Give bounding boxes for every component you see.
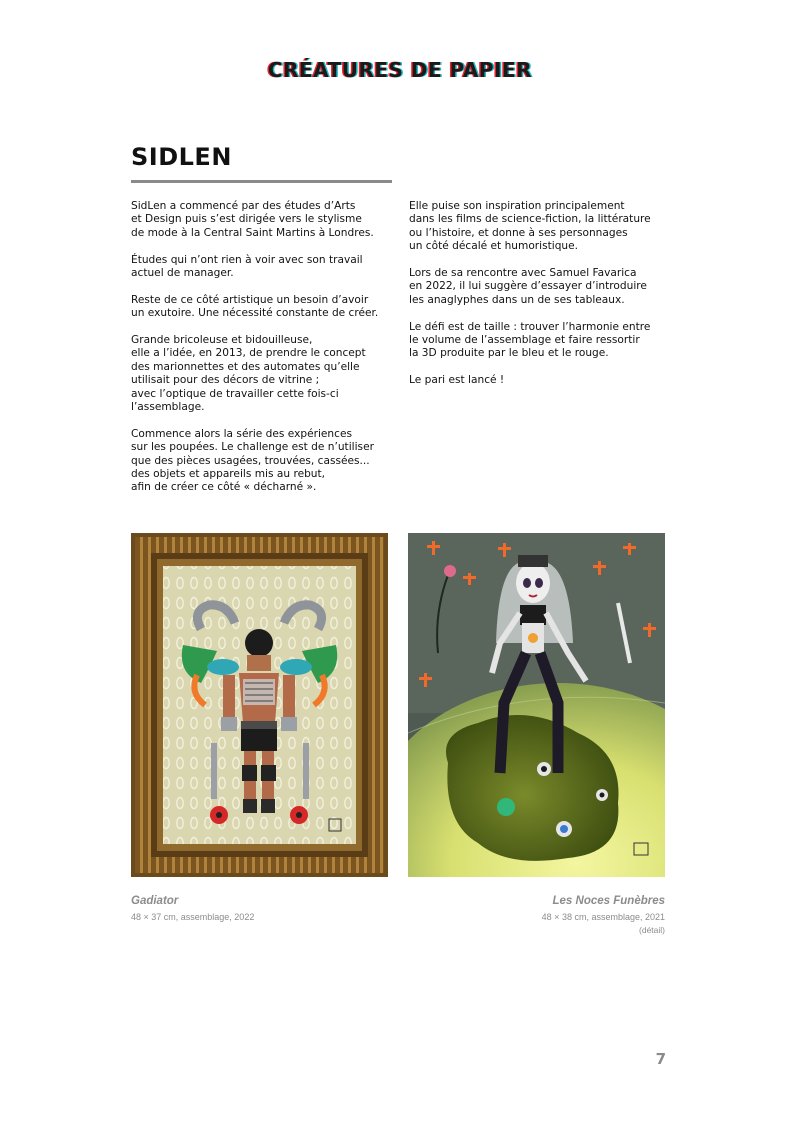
title-underline — [131, 180, 392, 183]
paragraph: SidLen a commencé par des études d’Arts et Design puis s’est dirigée vers le stylisme de mode à la Central Saint Martins à Londres. — [131, 200, 374, 239]
paragraph: Lors de sa rencontre avec Samuel Favarica en 2022, il lui suggère d’essayer d’introduire les anaglyphes dans un de ses tableaux. — [409, 267, 647, 306]
artwork-meta: 48 × 37 cm, assemblage, 2022 — [131, 912, 255, 922]
article-text-left-column — [131, 200, 401, 508]
artwork-title: Gadiator — [131, 895, 179, 907]
paragraph: Grande bricoleuse et bidouilleuse, elle a l’idée, en 2013, de prendre le concept des marionnettes et des automates qu’elle utilisait pour des décors de vitrine ; avec l’optique de travailler cette fois-ci l’assemblage. — [131, 334, 366, 414]
artwork-les-noces-funebres-image — [408, 533, 665, 877]
artwork-gadiator-image — [131, 533, 388, 877]
artwork-meta: 48 × 38 cm, assemblage, 2021 — [541, 912, 665, 922]
paragraph: Elle puise son inspiration principalement dans les films de science-fiction, la littérature ou l’histoire, et donne à ses personnages un côté décalé et humoristique. — [409, 200, 651, 253]
paragraph: Le pari est lancé ! — [409, 374, 505, 387]
paragraph: Études qui n’ont rien à voir avec son travail actuel de manager. — [131, 253, 363, 280]
paragraph: Le défi est de taille : trouver l’harmonie entre le volume de l’assemblage et faire ressortir la 3D produite par le bleu et le rouge. — [409, 320, 651, 360]
artwork-caption-les-noces-funebres — [408, 894, 665, 937]
paragraph: Commence alors la série des expériences sur les poupées. Le challenge est de n’utiliser que des pièces usagées, trouvées, cassées... des objets et appareils mis au rebut, afin de créer ce côté « décharné ». — [131, 427, 374, 494]
magazine-title: CRÉATURES DE PAPIER — [267, 58, 533, 82]
article-text-right-column — [409, 200, 679, 401]
page-number: 7 — [655, 1050, 666, 1068]
paragraph: Reste de ce côté artistique un besoin d’avoir un exutoire. Une nécessité constante de créer. — [131, 293, 379, 320]
article-title: SIDLEN — [131, 143, 232, 171]
artwork-title: Les Noces Funèbres — [552, 895, 665, 907]
artwork-detail-note: (détail) — [639, 925, 665, 935]
artwork-caption-gadiator — [131, 894, 388, 923]
